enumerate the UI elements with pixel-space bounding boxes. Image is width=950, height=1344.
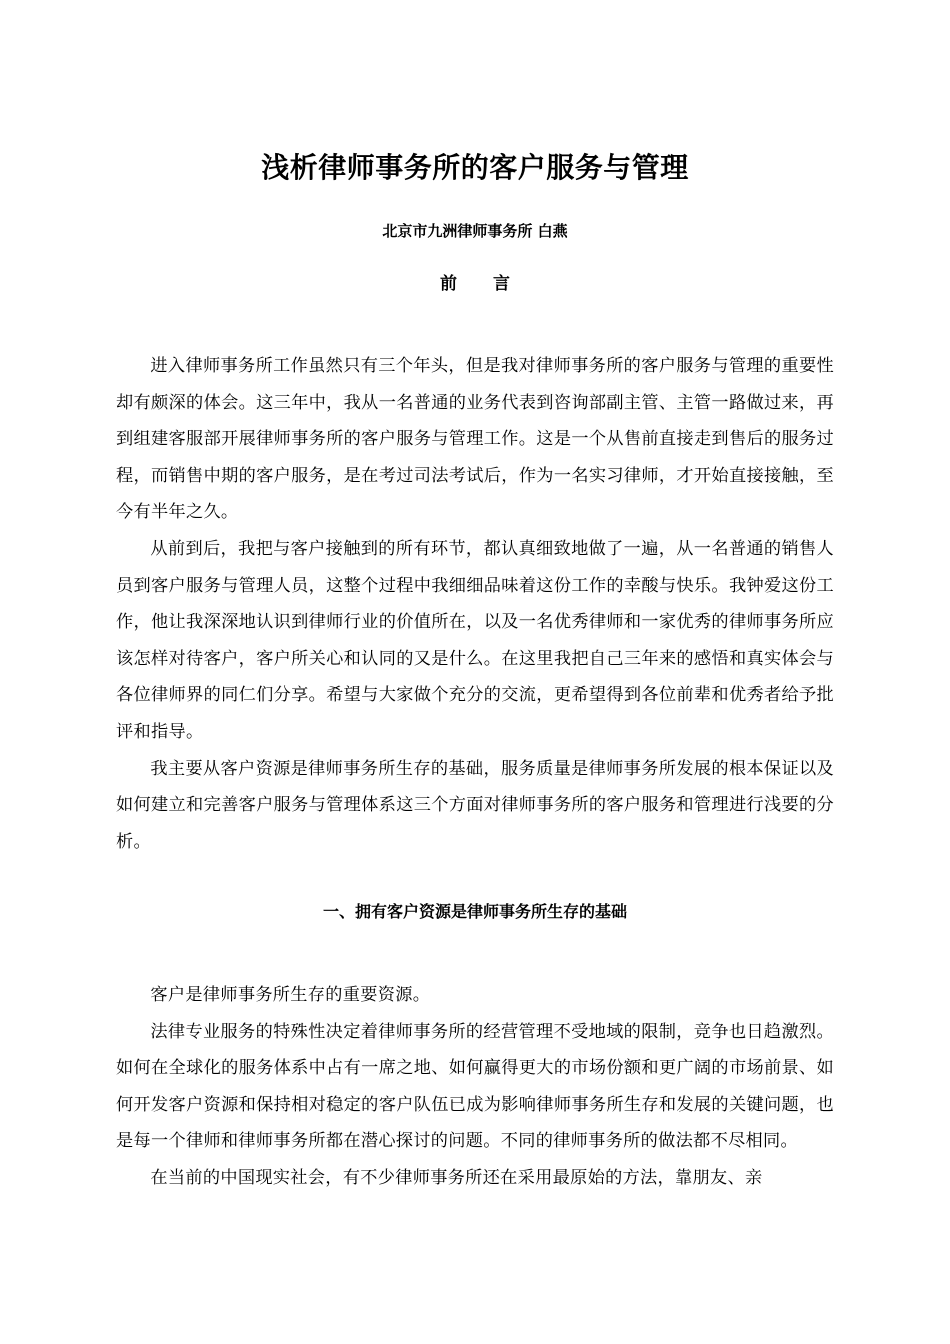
paragraph: 从前到后，我把与客户接触到的所有环节，都认真细致地做了一遍，从一名普通的销售人员到客户服务与管理人员，这整个过程中我细细品味着这份工作的幸酸与快乐。我钟爱这份工作，他让我深深地认识到律师行业的价值所在，以及一名优秀律师和一家优秀的律师事务所应该怎样对待客户，客户所关心和认同的又是什么。在这里我把自己三年来的感悟和真实体会与各位律师界的同仁们分享。希望与大家做个充分的交流，更希望得到各位前辈和优秀者给予批评和指导。 [116, 538, 834, 742]
paragraph: 在当前的中国现实社会，有不少律师事务所还在采用最原始的方法，靠朋友、亲 [150, 1167, 763, 1188]
section-heading: 一、拥有客户资源是律师事务所生存的基础 [322, 902, 627, 921]
paragraph: 法律专业服务的特殊性决定着律师事务所的经营管理不受地域的限制，竞争也日趋激烈。如何在全球化的服务体系中占有一席之地、如何赢得更大的市场份额和更广阔的市场前景、如何开发客户资源和保持相对稳定的客户队伍已成为影响律师事务所生存和发展的关键问题，也是每一个律师和律师事务所都在潜心探讨的问题。不同的律师事务所的做法都不尽相同。 [116, 1021, 834, 1152]
document-title: 浅析律师事务所的客户服务与管理 [261, 151, 689, 184]
author-line: 北京市九洲律师事务所 白燕 [382, 222, 568, 240]
preface-heading: 前言 [440, 274, 546, 294]
paragraph: 客户是律师事务所生存的重要资源。 [150, 985, 431, 1005]
paragraph: 进入律师事务所工作虽然只有三个年头，但是我对律师事务所的客户服务与管理的重要性却有颇深的体会。这三年中，我从一名普通的业务代表到咨询部副主管、主管一路做过来，再到组建客服部开展律师事务所的客户服务与管理工作。这是一个从售前直接走到售后的服务过程，而销售中期的客户服务，是在考过司法考试后，作为一名实习律师，才开始直接接触，至今有半年之久。 [116, 356, 834, 523]
paragraph: 我主要从客户资源是律师事务所生存的基础，服务质量是律师事务所发展的根本保证以及如何建立和完善客户服务与管理体系这三个方面对律师事务所的客户服务和管理进行浅要的分析。 [116, 758, 834, 852]
preface-body [116, 348, 834, 860]
section1-body [116, 977, 834, 1197]
